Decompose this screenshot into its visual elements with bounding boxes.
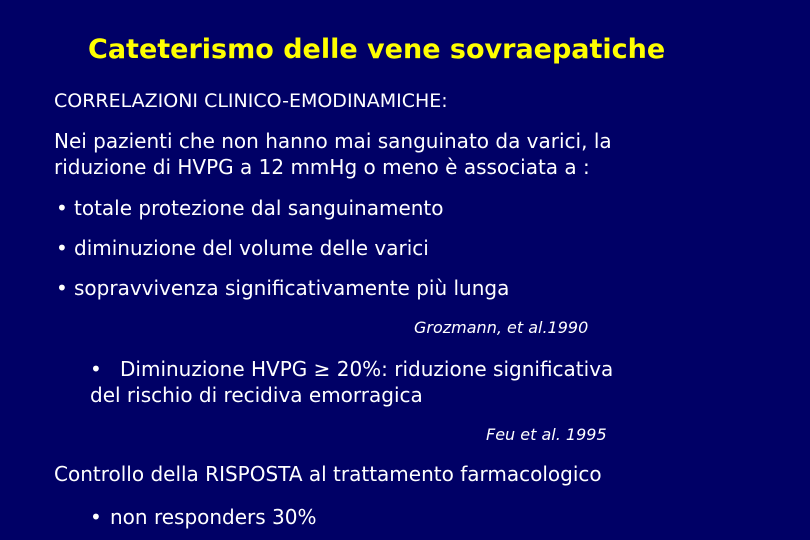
intro-line-2: riduzione di HVPG a 12 mmHg o meno è associata a : — [54, 155, 590, 179]
bullet-glyph: • — [56, 196, 68, 220]
list-item — [56, 275, 509, 302]
section-heading: CORRELAZIONI CLINICO-EMODINAMICHE: — [54, 90, 448, 112]
citation-grozmann: Grozmann, et al.1990 — [414, 318, 589, 337]
control-response-line: Controllo della RISPOSTA al trattamento farmacologico — [54, 462, 602, 486]
citation-feu: Feu et al. 1995 — [486, 425, 607, 444]
list-item-text: non responders 30% — [110, 505, 317, 529]
bullet-glyph: • — [90, 505, 102, 529]
bullet-glyph: • — [56, 236, 68, 260]
hvpg-bullet-line-1 — [90, 356, 613, 383]
list-item-text: diminuzione del volume delle varici — [74, 236, 429, 260]
list-item — [56, 195, 444, 222]
list-item-text: sopravvivenza significativamente più lunga — [74, 276, 510, 300]
hvpg-bullet-line-2: del rischio di recidiva emorragica — [90, 383, 423, 407]
intro-line-1: Nei pazienti che non hanno mai sanguinato da varici, la — [54, 129, 612, 153]
list-item-text: Diminuzione HVPG ≥ 20%: riduzione significativa — [120, 357, 614, 381]
bullet-glyph: • — [56, 276, 68, 300]
slide-title: Cateterismo delle vene sovraepatiche — [88, 34, 666, 65]
bullet-glyph: • — [90, 357, 102, 381]
list-item — [56, 235, 429, 262]
list-item-text: totale protezione dal sanguinamento — [74, 196, 444, 220]
list-item — [90, 504, 317, 531]
